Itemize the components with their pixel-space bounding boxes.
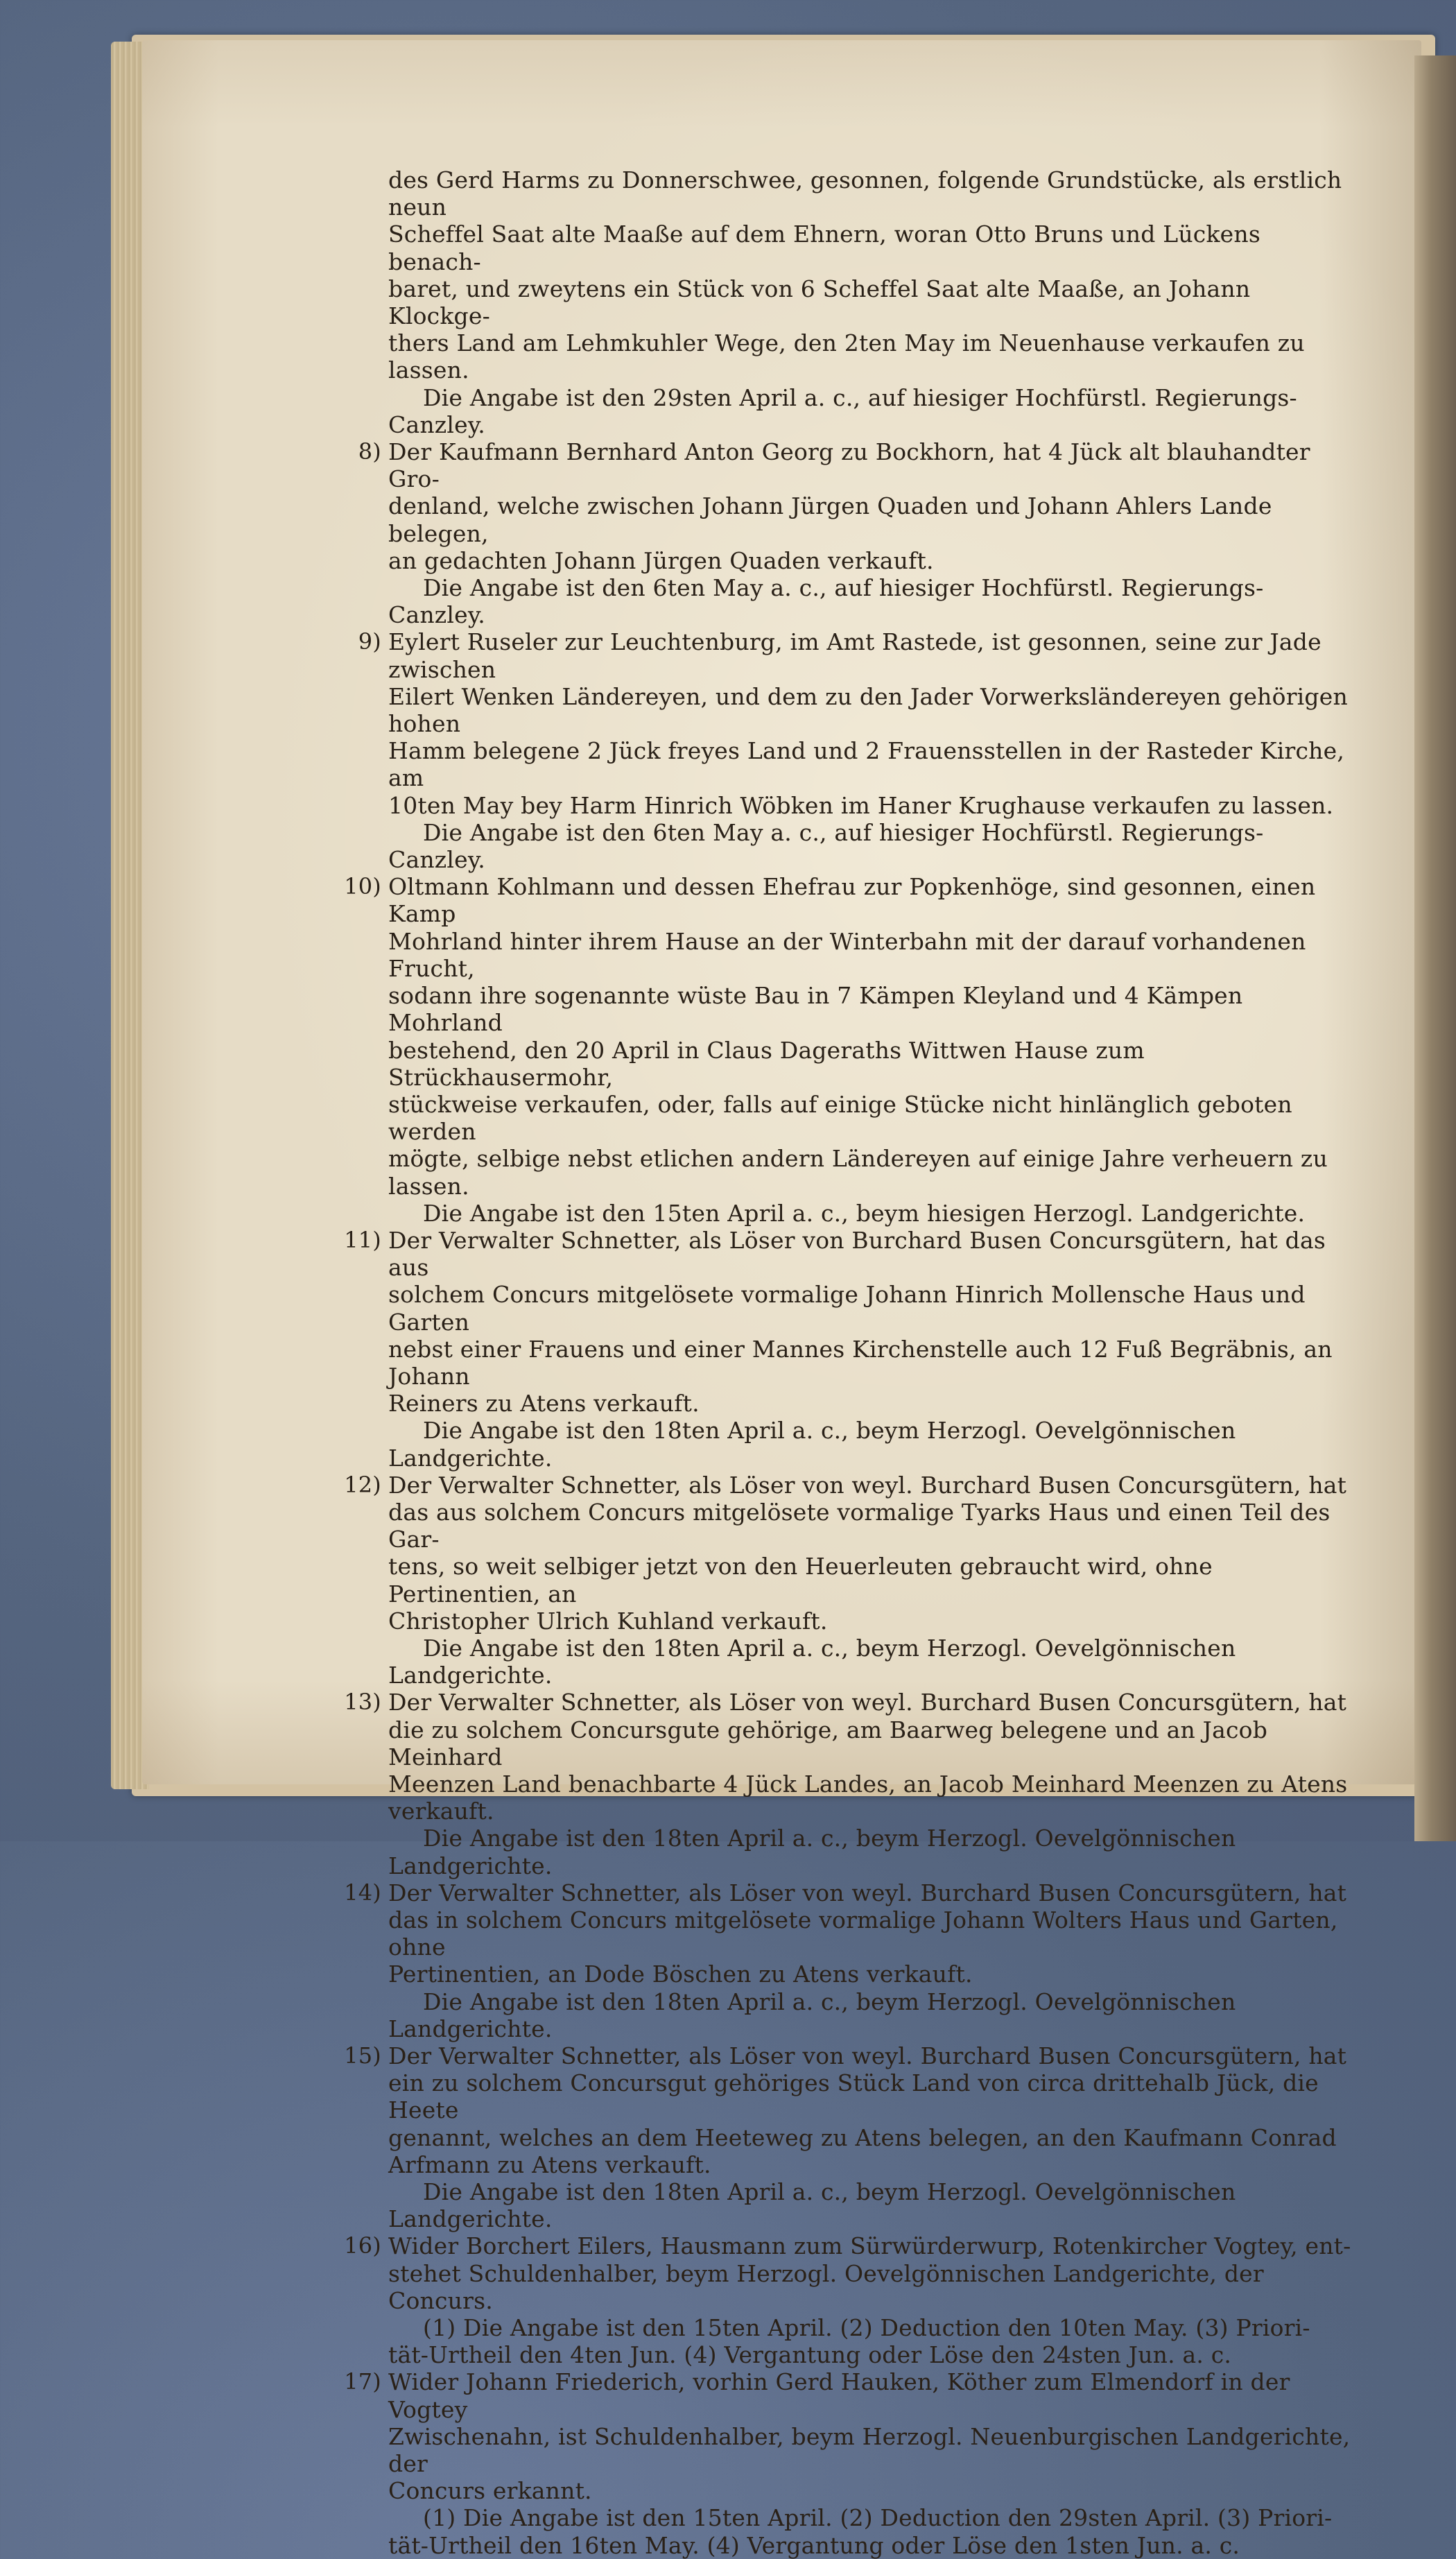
angabe-line: Die Angabe ist den 18ten April a. c., beym Herzogl. Oevelgönnischen Landgerichte.	[388, 1417, 1236, 1472]
text-line: Mohrland hinter ihrem Hause an der Winterbahn mit der darauf vorhandenen Frucht,	[388, 927, 1306, 982]
angabe-line: Die Angabe ist den 18ten April a. c., beym Herzogl. Oevelgönnischen Landgerichte.	[388, 1634, 1236, 1689]
entry-10	[344, 873, 1359, 1227]
angabe-line: Die Angabe ist den 29sten April a. c., auf hiesiger Hochfürstl. Regierungs-Canzley.	[388, 384, 1297, 438]
binding-shadow	[1414, 55, 1456, 1841]
text-line: mögte, selbige nebst etlichen andern Ländereyen auf einige Jahre verheuern zu lassen.	[388, 1145, 1328, 1200]
entry-number: 8)	[358, 438, 381, 465]
entry-number: 9)	[358, 628, 381, 655]
angabe-line: Die Angabe ist den 18ten April a. c., beym Herzogl. Oevelgönnischen Landgerichte.	[388, 1988, 1236, 2042]
text-line: das in solchem Concurs mitgelösete vormalige Johann Wolters Haus und Garten, ohne	[388, 1906, 1338, 1961]
angabe-line: Die Angabe ist den 6ten May a. c., auf hiesiger Hochfürstl. Regierungs-Canzley.	[388, 818, 1264, 874]
entry-8	[358, 438, 1359, 629]
text-line: Meenzen Land benachbarte 4 Jück Landes, an Jacob Meinhard Meenzen zu Atens	[388, 1770, 1348, 1798]
text-line: sodann ihre sogenannte wüste Bau in 7 Kämpen Kleyland und 4 Kämpen Mohrland	[388, 982, 1243, 1037]
text-line: thers Land am Lehmkuhler Wege, den 2ten May im Neuenhause verkaufen zu lassen.	[388, 329, 1305, 384]
text-line: Scheffel Saat alte Maaße auf dem Ehnern, woran Otto Bruns und Lückens benach-	[388, 221, 1260, 275]
text-line: Pertinentien, an Dode Böschen zu Atens verkauft.	[388, 1961, 973, 1988]
text-line: Reiners zu Atens verkauft.	[388, 1390, 700, 1418]
entry-17	[344, 2368, 1359, 2559]
text-line: Hamm belegene 2 Jück freyes Land und 2 Frauensstellen in der Rasteder Kirche, am	[388, 737, 1345, 792]
text-line: Der Verwalter Schnetter, als Löser von weyl. Burchard Busen Concursgütern, hat	[388, 2042, 1347, 2070]
entry-16	[344, 2232, 1359, 2369]
text-line: Eylert Ruseler zur Leuchtenburg, im Amt Rastede, ist gesonnen, seine zur Jade zwischen	[388, 628, 1321, 683]
angabe-line: (1) Die Angabe ist den 15ten April. (2) Deduction den 10ten May. (3) Priori-	[423, 2314, 1310, 2342]
text-line: ein zu solchem Concursgut gehöriges Stück Land von circa drittehalb Jück, die Heete	[388, 2069, 1319, 2124]
text-line: 10ten May bey Harm Hinrich Wöbken im Haner Krughause verkaufen zu lassen.	[388, 791, 1334, 819]
text-line: stückweise verkaufen, oder, falls auf einige Stücke nicht hinlänglich geboten werden	[388, 1090, 1292, 1146]
angabe-line: Die Angabe ist den 18ten April a. c., beym Herzogl. Oevelgönnischen Landgerichte.	[388, 2178, 1236, 2233]
entry-11	[344, 1226, 1359, 1472]
text-line: Der Verwalter Schnetter, als Löser von weyl. Burchard Busen Concursgütern, hat	[388, 1471, 1347, 1499]
text-line: tens, so weit selbiger jetzt von den Heuerleuten gebraucht wird, ohne Pertinentien, an	[388, 1553, 1213, 1608]
entry-12	[344, 1471, 1359, 1689]
angabe-line: (1) Die Angabe ist den 15ten April. (2) Deduction den 29sten April. (3) Priori-	[423, 2504, 1333, 2532]
text-line: Eilert Wenken Ländereyen, und dem zu den Jader Vorwerksländereyen gehörigen hohen	[388, 682, 1348, 738]
entry-13	[344, 1689, 1359, 1879]
entry-number: 12)	[344, 1471, 381, 1498]
text-line: denland, welche zwischen Johann Jürgen Quaden und Johann Ahlers Lande belegen,	[388, 492, 1272, 547]
text-line: Arfmann zu Atens verkauft.	[388, 2151, 711, 2178]
text-line: baret, und zweytens ein Stück von 6 Scheffel Saat alte Maaße, an Johann Klockge-	[388, 275, 1251, 330]
text-line: des Gerd Harms zu Donnerschwee, gesonnen, folgende Grundstücke, als erstlich neun	[388, 166, 1342, 221]
entry-9	[358, 628, 1359, 874]
text-line: Christopher Ulrich Kuhland verkauft.	[388, 1607, 828, 1635]
entry-number: 13)	[344, 1689, 381, 1716]
text-line: Wider Johann Friederich, vorhin Gerd Hauken, Köther zum Elmendorf in der Vogtey	[388, 2368, 1290, 2423]
entry-number: 15)	[344, 2042, 381, 2069]
text-line: Oltmann Kohlmann und dessen Ehefrau zur Popkenhöge, sind gesonnen, einen Kamp	[388, 873, 1316, 928]
text-line: Der Verwalter Schnetter, als Löser von Burchard Busen Concursgütern, hat das aus	[388, 1226, 1326, 1282]
text-line: die zu solchem Concursgute gehörige, am Baarweg belegene und an Jacob Meinhard	[388, 1716, 1268, 1770]
entry-number: 17)	[344, 2368, 381, 2395]
entry-number: 10)	[344, 873, 381, 900]
text-line: verkauft.	[388, 1798, 494, 1825]
intro-paragraph	[388, 166, 1359, 438]
text-line: Der Kaufmann Bernhard Anton Georg zu Bockhorn, hat 4 Jück alt blauhandter Gro-	[388, 438, 1310, 493]
angabe-line: tät-Urtheil den 16ten May. (4) Vergantung oder Löse den 1sten Jun. a. c.	[388, 2531, 1240, 2559]
text-line: nebst einer Frauens und einer Mannes Kirchenstelle auch 12 Fuß Begräbnis, an Johann	[388, 1335, 1333, 1390]
text-line: das aus solchem Concurs mitgelösete vormalige Tyarks Haus und einen Teil des Gar-	[388, 1498, 1331, 1553]
angabe-line: tät-Urtheil den 4ten Jun. (4) Vergantung oder Löse den 24sten Jun. a. c.	[388, 2341, 1232, 2369]
entry-15	[344, 2042, 1359, 2233]
angabe-line: Die Angabe ist den 6ten May a. c., auf hiesiger Hochfürstl. Regierungs-Canzley.	[388, 574, 1264, 629]
entry-number: 11)	[344, 1226, 381, 1253]
angabe-line: Die Angabe ist den 18ten April a. c., beym Herzogl. Oevelgönnischen Landgerichte.	[388, 1825, 1236, 1879]
text-line: Der Verwalter Schnetter, als Löser von weyl. Burchard Busen Concursgütern, hat	[388, 1879, 1347, 1906]
entry-14	[344, 1879, 1359, 2042]
text-line: Zwischenahn, ist Schuldenhalber, beym Herzogl. Neuenburgischen Landgerichte, der	[388, 2422, 1351, 2478]
entry-number: 16)	[344, 2232, 381, 2259]
text-line: bestehend, den 20 April in Claus Dageraths Wittwen Hause zum Strückhausermohr,	[388, 1036, 1145, 1091]
text-line: Concurs erkannt.	[388, 2477, 592, 2505]
text-line: genannt, welches an dem Heeteweg zu Atens belegen, an den Kaufmann Conrad	[388, 2123, 1337, 2151]
text-line: an gedachten Johann Jürgen Quaden verkauft.	[388, 546, 934, 574]
text-line: stehet Schuldenhalber, beym Herzogl. Oevelgönnischen Landgerichte, der Concurs.	[388, 2259, 1264, 2314]
text-line: Der Verwalter Schnetter, als Löser von weyl. Burchard Busen Concursgütern, hat	[388, 1689, 1347, 1716]
text-line: Wider Borchert Eilers, Hausmann zum Sürwürderwurp, Rotenkircher Vogtey, ent-	[388, 2232, 1351, 2260]
page-text	[344, 166, 1359, 2559]
angabe-line: Die Angabe ist den 15ten April a. c., beym hiesigen Herzogl. Landgerichte.	[423, 1199, 1306, 1227]
text-line: solchem Concurs mitgelösete vormalige Johann Hinrich Mollensche Haus und Garten	[388, 1281, 1306, 1336]
entry-number: 14)	[344, 1879, 381, 1906]
